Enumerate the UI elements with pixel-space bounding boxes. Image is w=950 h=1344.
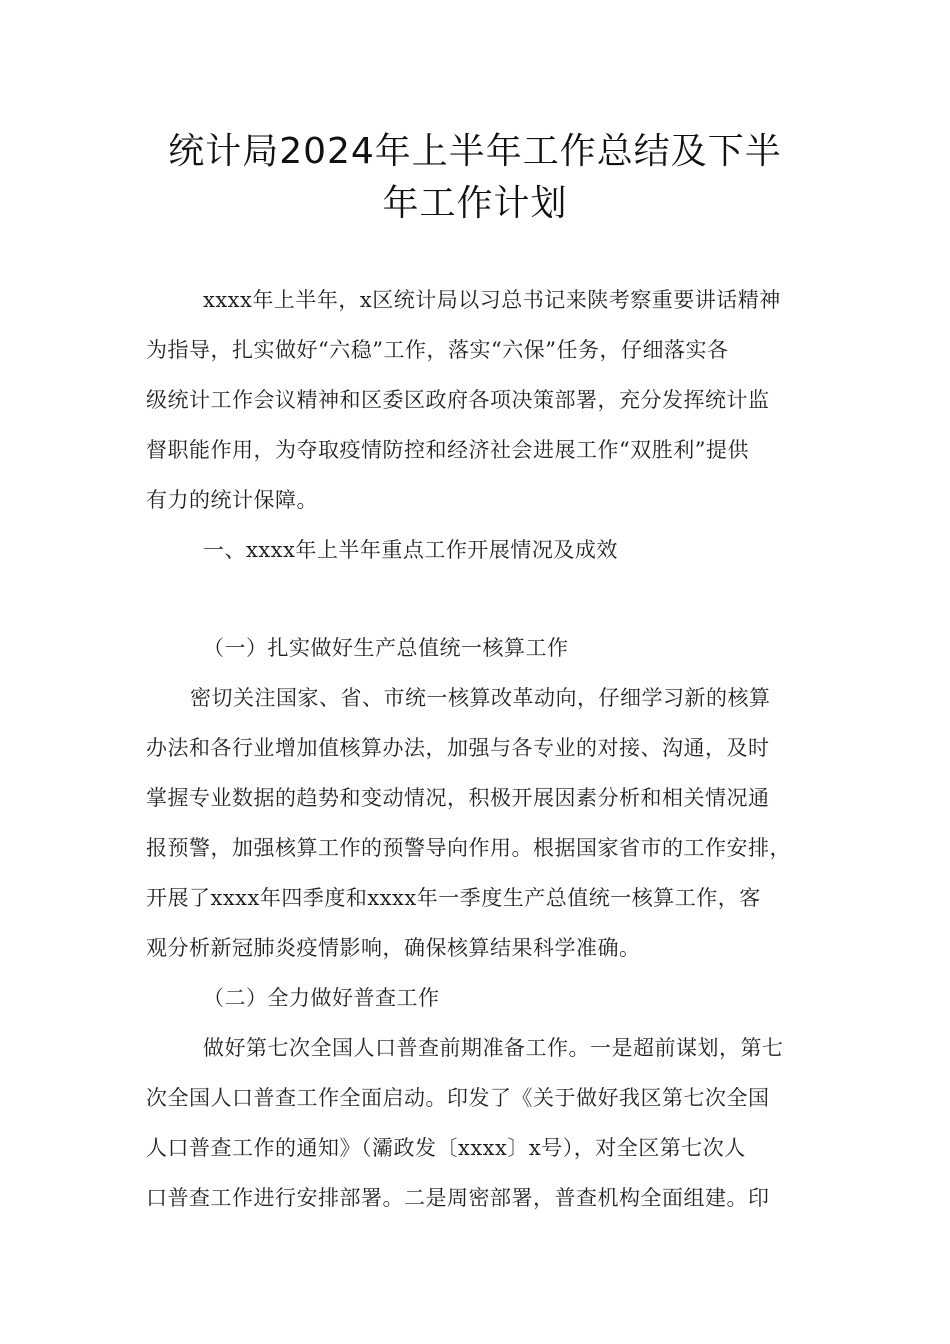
intro-paragraph-line: 督职能作用，为夺取疫情防控和经济社会进展工作“双胜利”提供 [146, 438, 749, 462]
section-heading-1: 一、xxxx年上半年重点工作开展情况及成效 [203, 538, 618, 562]
document-title-line-1: 统计局2024年上半年工作总结及下半 [168, 131, 782, 172]
census-paragraph-line: 做好第七次全国人口普查前期准备工作。一是超前谋划，第七 [203, 1036, 784, 1060]
census-paragraph-line: 人口普查工作的通知》（灞政发〔xxxx〕x号），对全区第七次人 [146, 1136, 746, 1160]
accounting-paragraph-line: 报预警，加强核算工作的预警导向作用。根据国家省市的工作安排， [146, 836, 791, 860]
document-title-line-2: 年工作计划 [382, 183, 568, 224]
census-paragraph-line: 口普查工作进行安排部署。二是周密部署，普查机构全面组建。印 [146, 1186, 770, 1210]
subsection-heading-1: （一）扎实做好生产总值统一核算工作 [203, 636, 569, 660]
accounting-paragraph-line: 密切关注国家、省、市统一核算改革动向，仔细学习新的核算 [190, 686, 771, 710]
intro-paragraph-line: xxxx年上半年，x区统计局以习总书记来陕考察重要讲话精神 [203, 288, 781, 312]
intro-paragraph-line: 级统计工作会议精神和区委区政府各项决策部署，充分发挥统计监 [146, 388, 770, 412]
subsection-heading-2: （二）全力做好普查工作 [203, 986, 440, 1010]
census-paragraph-line: 次全国人口普查工作全面启动。印发了《关于做好我区第七次全国 [146, 1086, 770, 1110]
accounting-paragraph-line: 办法和各行业增加值核算办法，加强与各专业的对接、沟通，及时 [146, 736, 770, 760]
accounting-paragraph-line: 观分析新冠肺炎疫情影响，确保核算结果科学准确。 [146, 936, 641, 960]
intro-paragraph-line: 为指导，扎实做好“六稳”工作，落实“六保”任务，仔细落实各 [146, 338, 729, 362]
intro-paragraph-line: 有力的统计保障。 [146, 488, 318, 512]
accounting-paragraph-line: 开展了xxxx年四季度和xxxx年一季度生产总值统一核算工作，客 [146, 886, 761, 910]
accounting-paragraph-line: 掌握专业数据的趋势和变动情况，积极开展因素分析和相关情况通 [146, 786, 770, 810]
